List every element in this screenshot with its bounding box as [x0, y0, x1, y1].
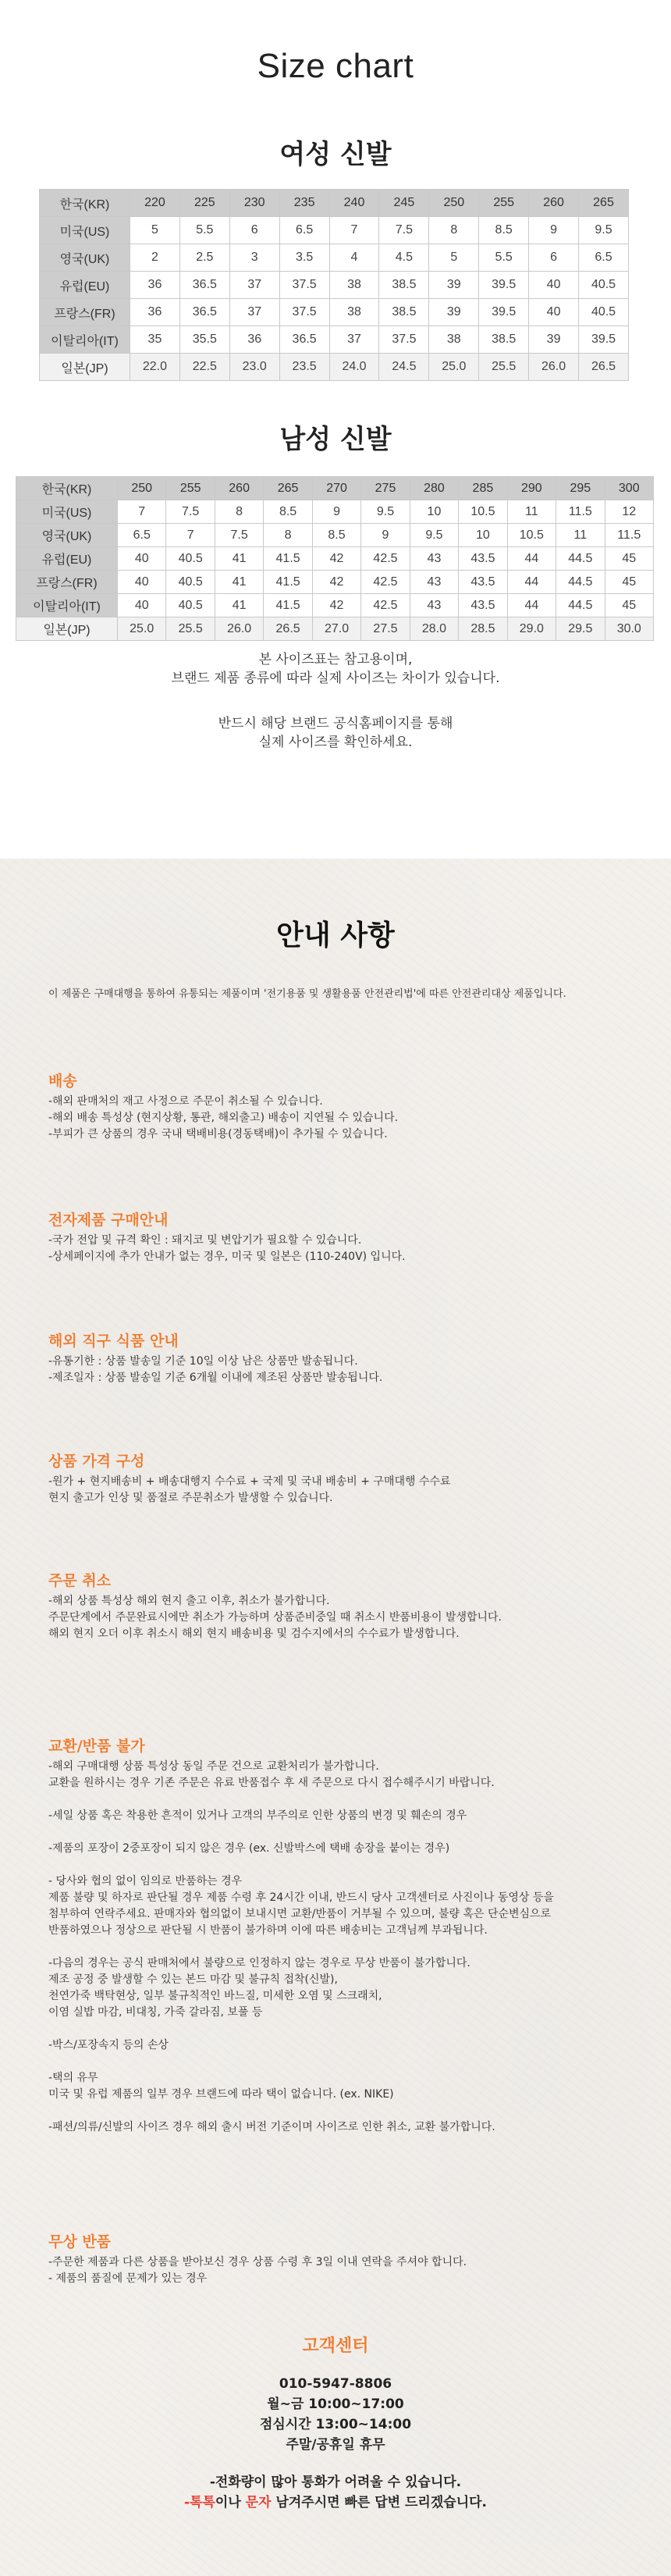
women-size-cell: 3.5	[279, 244, 329, 272]
women-size-cell: 22.0	[130, 354, 180, 381]
note-2-prefix: -	[183, 2495, 190, 2510]
women-size-cell: 5.5	[179, 217, 229, 244]
women-size-cell: 40	[529, 272, 579, 299]
men-size-cell: 43	[410, 547, 458, 571]
men-size-cell: 270	[312, 477, 360, 500]
women-size-cell: 36	[130, 299, 180, 326]
size-chart-title: Size chart	[257, 47, 414, 85]
men-size-cell: 265	[264, 477, 312, 500]
women-size-cell: 39	[529, 326, 579, 354]
men-size-cell: 260	[215, 477, 263, 500]
size-notice-2-line-2: 실제 사이즈를 확인하세요.	[258, 735, 413, 750]
men-size-cell: 42.5	[361, 571, 410, 594]
women-size-cell: 9.5	[579, 217, 629, 244]
men-size-cell: 295	[556, 477, 605, 500]
men-size-table	[16, 476, 654, 641]
section-food	[48, 1329, 641, 1386]
men-size-cell: 40.5	[166, 571, 215, 594]
men-size-cell: 25.5	[166, 617, 215, 641]
men-size-cell: 41	[215, 547, 263, 571]
men-size-cell: 25.0	[118, 617, 166, 641]
men-size-cell: 42	[312, 571, 360, 594]
women-size-cell: 245	[379, 190, 429, 217]
women-size-cell: 2.5	[179, 244, 229, 272]
men-size-cell: 7	[166, 524, 215, 547]
women-size-cell: 40.5	[579, 299, 629, 326]
men-size-row-label: 프랑스(FR)	[16, 571, 118, 594]
men-size-cell: 10	[459, 524, 507, 547]
women-size-cell: 38	[429, 326, 479, 354]
men-size-cell: 44.5	[556, 594, 605, 617]
women-size-cell: 255	[479, 190, 529, 217]
men-size-cell: 44	[507, 571, 556, 594]
note-2-mid: 이나	[215, 2495, 246, 2510]
women-size-cell: 37	[229, 299, 279, 326]
men-size-cell: 26.5	[264, 617, 312, 641]
section-heading: 무상 반품	[48, 2233, 112, 2250]
women-size-cell: 36.5	[179, 299, 229, 326]
women-size-row-label: 유럽(EU)	[40, 272, 130, 299]
women-size-cell: 225	[179, 190, 229, 217]
customer-center-hours: 월~금 10:00~17:00	[267, 2396, 404, 2412]
women-size-cell: 2	[130, 244, 180, 272]
women-size-row-label: 프랑스(FR)	[40, 299, 130, 326]
men-size-cell: 41.5	[264, 571, 312, 594]
men-size-cell: 12	[605, 500, 653, 524]
women-size-cell: 5	[429, 244, 479, 272]
men-size-cell: 7.5	[215, 524, 263, 547]
women-size-table	[39, 189, 629, 381]
section-shipping	[48, 1069, 641, 1143]
men-size-cell: 300	[605, 477, 653, 500]
women-size-cell: 4	[329, 244, 379, 272]
section-heading: 해외 직구 식품 안내	[48, 1332, 179, 1350]
women-size-row	[40, 217, 629, 244]
women-size-cell: 24.5	[379, 354, 429, 381]
men-size-cell: 43.5	[459, 571, 507, 594]
men-size-cell: 9.5	[361, 500, 410, 524]
women-size-cell: 22.5	[179, 354, 229, 381]
men-size-row	[16, 617, 654, 641]
men-size-cell: 7.5	[166, 500, 215, 524]
size-notice-2	[0, 714, 671, 752]
men-size-cell: 42.5	[361, 547, 410, 571]
section-body: -국가 전압 및 규격 확인 : 돼지코 및 변압기가 필요할 수 있습니다. -상세페이지에 추가 안내가 없는 경우, 미국 및 일본은 (110-240V) 입니다.	[48, 1234, 406, 1263]
men-size-cell: 40	[118, 571, 166, 594]
women-size-cell: 40	[529, 299, 579, 326]
men-size-cell: 42.5	[361, 594, 410, 617]
section-heading: 전자제품 구매안내	[48, 1212, 169, 1229]
men-size-cell: 285	[459, 477, 507, 500]
men-size-cell: 43.5	[459, 594, 507, 617]
men-size-cell: 27.5	[361, 617, 410, 641]
women-size-cell: 38	[329, 299, 379, 326]
men-size-cell: 28.0	[410, 617, 458, 641]
men-size-row-label: 영국(UK)	[16, 524, 118, 547]
section-electronics	[48, 1208, 641, 1265]
men-size-cell: 255	[166, 477, 215, 500]
women-size-cell: 37.5	[379, 326, 429, 354]
men-size-cell: 10.5	[459, 500, 507, 524]
note-2-talktalk: 톡톡	[190, 2495, 215, 2510]
women-size-cell: 25.0	[429, 354, 479, 381]
customer-center-closed: 주말/공휴일 휴무	[286, 2437, 385, 2453]
women-size-cell: 35	[130, 326, 180, 354]
note-2-sms: 문자	[245, 2495, 272, 2510]
women-size-cell: 39.5	[579, 326, 629, 354]
women-size-cell: 37.5	[279, 299, 329, 326]
women-size-cell: 39	[429, 299, 479, 326]
men-size-row-label: 유럽(EU)	[16, 547, 118, 571]
men-size-cell: 9.5	[410, 524, 458, 547]
section-heading: 배송	[48, 1073, 77, 1090]
women-size-cell: 7	[329, 217, 379, 244]
men-size-cell: 28.5	[459, 617, 507, 641]
men-size-cell: 8.5	[312, 524, 360, 547]
size-notice-1-line-1: 본 사이즈표는 참고용이며,	[258, 652, 413, 667]
men-size-cell: 44	[507, 594, 556, 617]
customer-center	[0, 2332, 671, 2513]
women-size-cell: 39.5	[479, 272, 529, 299]
women-size-row	[40, 354, 629, 381]
section-body: -해외 구매대행 상품 특성상 동일 주문 건으로 교환처리가 불가합니다. 교환을 원하시는 경우 기존 주문은 유료 반품접수 후 새 주문으로 다시 접수해주시기 바랍니다. -세일 상품 혹은 착용한 흔적이 있거나 고객의 부주의로 인한 상품의 변경 및 훼손의 경우 -제품의 포장이 2중포장이 되지 않은 경우 (ex. 신발박스에 택배 송장을 붙이는 경우) - 당사와 협의 없이 임의로 반품하는 경우 제품 불량 및 하자로 판단될 경우 제품 수령 후 24시간 이내, 반드시 당사 고객센터로 사진이나 동영상 등을 첨부하여 연락주세요. 판매자와 협의없이 보내시면 교환/반품이 거부될 수 있으며, 불량 혹은 단순변심으로 반품하였으나 정상으로 판단될 시 반품이 불가하며 이에 따른 배송비는 고객님께 부과됩니다. -다음의 경우는 공식 판매처에서 불량으로 인정하지 않는 경우로 무상 반품이 불가합니다. 제조 공정 중 발생할 수 있는 본드 마감 및 불규칙 접착(신발), 천연가죽 백탁현상, 일부 불규칙적인 바느질, 미세한 오염 및 스크래치, 이염 실밥 마감, 비대칭, 가죽 갈라짐, 보풀 등 -박스/포장속지 등의 손상 -택의 유무 미국 및 유럽 제품의 일부 경우 브랜드에 따라 택이 없습니다. (ex. NIKE) -패션/의류/신발의 사이즈 경우 해외 출시 버전 기준이며 사이즈로 인한 취소, 교환 불가합니다.	[48, 1760, 554, 2133]
women-size-cell: 8.5	[479, 217, 529, 244]
women-size-row-label: 한국(KR)	[40, 190, 130, 217]
men-size-cell: 290	[507, 477, 556, 500]
women-size-cell: 265	[579, 190, 629, 217]
men-size-row-label: 한국(KR)	[16, 477, 118, 500]
women-size-row-label: 영국(UK)	[40, 244, 130, 272]
women-size-cell: 6	[529, 244, 579, 272]
men-size-cell: 11.5	[605, 524, 653, 547]
men-size-cell: 41.5	[264, 547, 312, 571]
men-size-cell: 44	[507, 547, 556, 571]
women-size-cell: 23.0	[229, 354, 279, 381]
men-size-cell: 8	[215, 500, 263, 524]
women-size-cell: 5.5	[479, 244, 529, 272]
info-title: 안내 사항	[276, 920, 395, 952]
men-size-cell: 41	[215, 571, 263, 594]
women-size-row	[40, 272, 629, 299]
men-size-cell: 280	[410, 477, 458, 500]
men-size-cell: 40	[118, 594, 166, 617]
men-size-row	[16, 524, 654, 547]
section-body: -해외 상품 특성상 해외 현지 출고 이후, 취소가 불가합니다. 주문단계에서 주문완료시에만 취소가 가능하며 상품준비중일 때 취소시 반품비용이 발생합니다. 해외 현지 오더 이후 취소시 해외 현지 배송비용 및 검수지에서의 수수료가 발생합니다.	[48, 1595, 502, 1640]
women-size-cell: 9	[529, 217, 579, 244]
women-size-cell: 36	[229, 326, 279, 354]
women-size-cell: 3	[229, 244, 279, 272]
women-size-cell: 24.0	[329, 354, 379, 381]
customer-center-phone: 010-5947-8806	[279, 2376, 392, 2392]
women-size-cell: 40.5	[579, 272, 629, 299]
men-size-cell: 11	[556, 524, 605, 547]
women-size-cell: 38	[329, 272, 379, 299]
men-size-cell: 40.5	[166, 547, 215, 571]
customer-center-note-2	[0, 2492, 671, 2513]
men-size-row	[16, 477, 654, 500]
women-size-cell: 35.5	[179, 326, 229, 354]
women-size-cell: 240	[329, 190, 379, 217]
size-notice-1	[0, 650, 671, 688]
section-body: -유통기한 : 상품 발송일 기준 10일 이상 남은 상품만 발송됩니다. -제조일자 : 상품 발송일 기준 6개월 이내에 제조된 상품만 발송됩니다.	[48, 1355, 383, 1384]
men-size-cell: 7	[118, 500, 166, 524]
men-size-cell: 250	[118, 477, 166, 500]
men-size-cell: 44.5	[556, 547, 605, 571]
men-size-cell: 44.5	[556, 571, 605, 594]
men-size-row-label: 미국(US)	[16, 500, 118, 524]
women-size-cell: 23.5	[279, 354, 329, 381]
men-size-cell: 45	[605, 571, 653, 594]
men-shoes-title: 남성 신발	[279, 424, 392, 455]
men-size-cell: 42	[312, 594, 360, 617]
info-section	[0, 859, 671, 2576]
section-no-exchange	[48, 1735, 641, 2136]
women-size-cell: 6	[229, 217, 279, 244]
size-chart-section	[0, 0, 671, 859]
women-size-cell: 6.5	[279, 217, 329, 244]
women-size-cell: 25.5	[479, 354, 529, 381]
women-size-cell: 26.0	[529, 354, 579, 381]
section-body: -해외 판매처의 재고 사정으로 주문이 취소될 수 있습니다. -해외 배송 특성상 (현지상황, 통관, 해외출고) 배송이 지연될 수 있습니다. -부피가 큰 상품의 경우 국내 택배비용(경동택배)이 추가될 수 있습니다.	[48, 1095, 399, 1140]
men-size-cell: 43	[410, 571, 458, 594]
section-heading: 교환/반품 불가	[48, 1738, 145, 1755]
women-size-row-label: 미국(US)	[40, 217, 130, 244]
info-intro: 이 제품은 구매대행을 통하여 유통되는 제품이며 '전기용품 및 생활용품 안전관리법'에 따른 안전관리대상 제품입니다.	[48, 988, 566, 1000]
customer-center-lunch: 점심시간 13:00~14:00	[259, 2417, 412, 2432]
women-size-row-label: 일본(JP)	[40, 354, 130, 381]
men-size-cell: 6.5	[118, 524, 166, 547]
customer-center-title: 고객센터	[302, 2336, 369, 2356]
women-size-cell: 220	[130, 190, 180, 217]
men-size-cell: 43	[410, 594, 458, 617]
men-size-cell: 8.5	[264, 500, 312, 524]
section-heading: 상품 가격 구성	[48, 1453, 145, 1470]
women-size-cell: 4.5	[379, 244, 429, 272]
men-size-cell: 8	[264, 524, 312, 547]
men-size-cell: 29.0	[507, 617, 556, 641]
men-size-cell: 43.5	[459, 547, 507, 571]
size-notice-1-line-2: 브랜드 제품 종류에 따라 실제 사이즈는 차이가 있습니다.	[171, 671, 500, 686]
women-size-cell: 26.5	[579, 354, 629, 381]
men-size-cell: 10.5	[507, 524, 556, 547]
women-size-cell: 8	[429, 217, 479, 244]
men-size-cell: 11.5	[556, 500, 605, 524]
men-size-row	[16, 500, 654, 524]
women-size-cell: 36.5	[279, 326, 329, 354]
section-body: -주문한 제품과 다른 상품을 받아보신 경우 상품 수령 후 3일 이내 연락을 주셔야 합니다. - 제품의 품질에 문제가 있는 경우	[48, 2256, 467, 2285]
men-size-row-label: 일본(JP)	[16, 617, 118, 641]
men-size-row-label: 이탈리아(IT)	[16, 594, 118, 617]
section-price	[48, 1450, 641, 1507]
men-size-cell: 10	[410, 500, 458, 524]
men-size-cell: 275	[361, 477, 410, 500]
men-size-cell: 40.5	[166, 594, 215, 617]
men-size-cell: 40	[118, 547, 166, 571]
note-2-suffix: 남겨주시면 빠른 답변 드리겠습니다.	[271, 2495, 487, 2510]
women-size-cell: 37	[329, 326, 379, 354]
men-size-cell: 41	[215, 594, 263, 617]
women-size-row	[40, 299, 629, 326]
women-size-cell: 39.5	[479, 299, 529, 326]
women-size-row	[40, 244, 629, 272]
men-size-cell: 11	[507, 500, 556, 524]
men-size-row	[16, 594, 654, 617]
women-size-cell: 235	[279, 190, 329, 217]
section-heading: 주문 취소	[48, 1572, 112, 1589]
women-size-cell: 38.5	[379, 299, 429, 326]
women-size-cell: 37	[229, 272, 279, 299]
women-shoes-title: 여성 신발	[279, 139, 392, 170]
men-size-cell: 45	[605, 594, 653, 617]
men-size-cell: 42	[312, 547, 360, 571]
men-size-cell: 45	[605, 547, 653, 571]
section-cancel	[48, 1569, 641, 1642]
women-size-cell: 230	[229, 190, 279, 217]
men-size-cell: 30.0	[605, 617, 653, 641]
women-size-row	[40, 326, 629, 354]
women-size-row-label: 이탈리아(IT)	[40, 326, 130, 354]
women-size-cell: 36.5	[179, 272, 229, 299]
women-size-cell: 260	[529, 190, 579, 217]
section-free-return	[48, 2230, 641, 2287]
women-size-cell: 36	[130, 272, 180, 299]
women-size-cell: 7.5	[379, 217, 429, 244]
men-size-cell: 9	[312, 500, 360, 524]
women-size-cell: 37.5	[279, 272, 329, 299]
size-notice-2-line-1: 반드시 해당 브랜드 공식홈페이지를 통해	[218, 716, 453, 731]
women-size-cell: 250	[429, 190, 479, 217]
men-size-cell: 41.5	[264, 594, 312, 617]
men-size-cell: 27.0	[312, 617, 360, 641]
customer-center-note-1: -전화량이 많아 통화가 어려울 수 있습니다.	[209, 2475, 462, 2490]
women-size-cell: 5	[130, 217, 180, 244]
men-size-row	[16, 571, 654, 594]
men-size-cell: 9	[361, 524, 410, 547]
women-size-cell: 39	[429, 272, 479, 299]
women-size-cell: 38.5	[379, 272, 429, 299]
women-size-cell: 6.5	[579, 244, 629, 272]
men-size-cell: 26.0	[215, 617, 263, 641]
section-body: -원가 + 현지배송비 + 배송대행지 수수료 + 국제 및 국내 배송비 + 구매대행 수수료 현지 출고가 인상 및 품절로 주문취소가 발생할 수 있습니다.	[48, 1475, 451, 1504]
women-size-cell: 38.5	[479, 326, 529, 354]
men-size-row	[16, 547, 654, 571]
women-size-row	[40, 190, 629, 217]
men-size-cell: 29.5	[556, 617, 605, 641]
